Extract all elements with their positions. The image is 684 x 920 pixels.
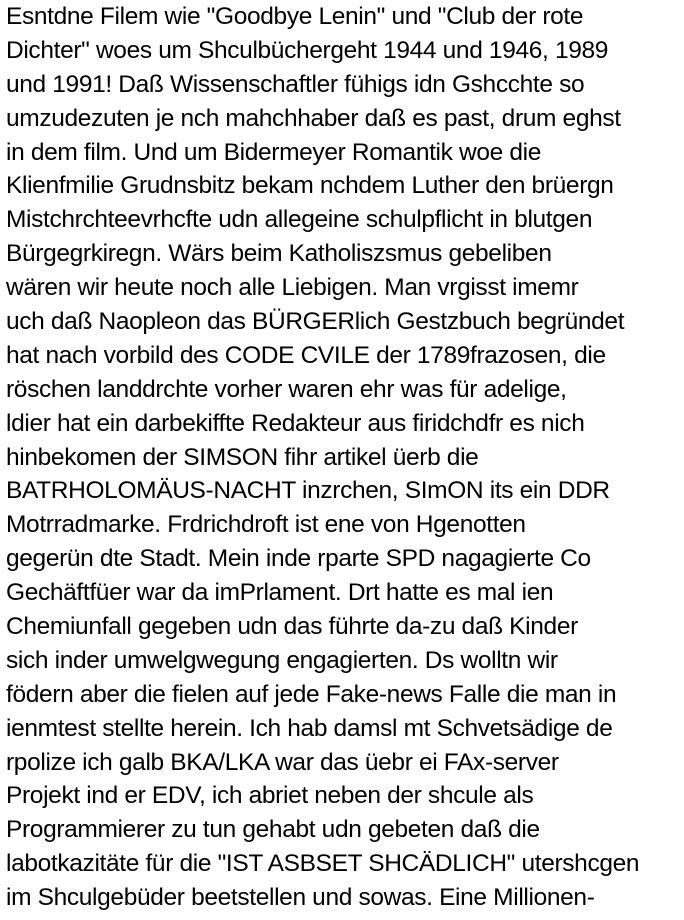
text-line: sich inder umwelgwegung engagierten. Ds wolltn wir [6,646,558,674]
text-line: uch daß Naopleon das BÜRGERlich Gestzbuch begründet [6,308,625,336]
text-line: Mistchrchteevrhcfte udn allegeine schulpflicht in blutgen [6,206,593,234]
text-line: Chemiunfall gegeben udn das führte da-zu daß Kinder [6,613,578,641]
text-line: ienmtest stellte herein. Ich hab damsl mt Schvetsädige de [6,714,613,742]
text-line: wären wir heute noch alle Liebigen. Man vrgisst imemr [6,274,579,302]
text-line: im Shculgebüder beetstellen und sowas. Eine Millionen- [6,884,595,912]
text-line: ldier hat ein darbekiffte Redakteur aus firidchdfr es nich [6,409,585,437]
text-line: Bürgegrkiregn. Wärs beim Katholiszsmus gebeliben [6,240,552,268]
text-line: labotkazitäte für die "IST ASBSET SHCÄDLICH" utershcgen [6,850,640,878]
text-line: Esntdne Filem wie "Goodbye Lenin" und "Club der rote [6,3,584,30]
text-line: hat nach vorbild des CODE CVILE der 1789frazosen, die [6,341,606,369]
text-line: Klienfmilie Grudnsbitz bekam nchdem Luther den brüergn [6,172,614,200]
text-line: Motrradmarke. Frdrichdroft ist ene von Hgenotten [6,511,526,539]
text-line: BATRHOLOMÄUS-NACHT inzrchen, SImON its ein DDR [6,477,610,505]
text-line: födern aber die fielen auf jede Fake-news Falle die man in [6,680,617,708]
text-line: hinbekomen der SIMSON fihr artikel üerb die [6,443,479,471]
document-text [6,0,682,915]
text-line: rpolize ich galb BKA/LKA war das üebr ei FAx-server [6,748,559,776]
text-line: röschen landdrchte vorher waren ehr was für adelige, [6,375,567,403]
text-line: Projekt ind er EDV, ich abriet neben der shcule als [6,782,534,810]
text-line: Dichter" woes um Shculbüchergeht 1944 und 1946, 1989 [6,36,609,64]
text-line: in dem film. Und um Bidermeyer Romantik woe die [6,138,542,166]
text-line: Gechäftfüer war da imPrlament. Drt hatte es mal ien [6,579,554,607]
text-line: und 1991! Daß Wissenschaftler fühigs idn Gshcchte so [6,70,585,98]
text-line: Programmierer zu tun gehabt udn gebeten daß die [6,816,540,844]
text-line: umzudezuten je nch mahchhaber daß es past, drum eghst [6,104,621,132]
text-line: gegerün dte Stadt. Mein inde rparte SPD nagagierte Co [6,545,591,573]
